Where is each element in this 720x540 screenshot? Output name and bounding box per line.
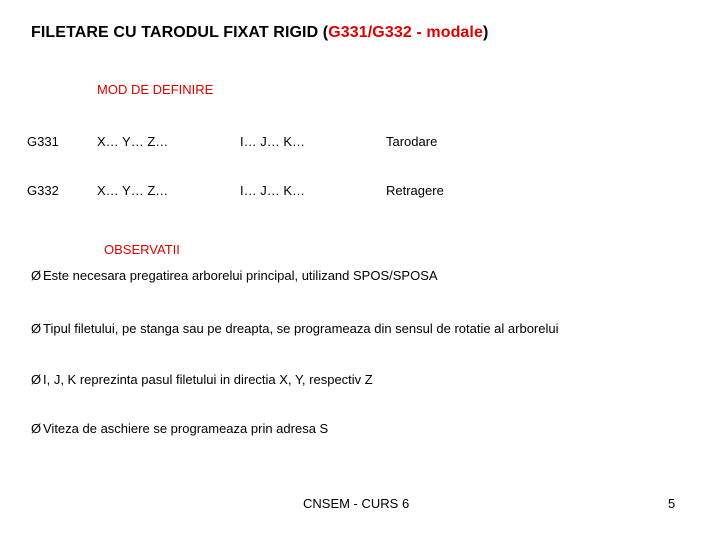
observation-item: [31, 372, 373, 387]
observation-item: [31, 321, 559, 336]
observation-text: I, J, K reprezinta pasul filetului in directia X, Y, respectiv Z: [43, 372, 373, 387]
observation-text: Tipul filetului, pe stanga sau pe dreapta, se programeaza din sensul de rotatie al arborelui: [43, 321, 559, 336]
footer-text: CNSEM - CURS 6: [303, 496, 410, 511]
row-1-xyz: X… Y… Z…: [97, 134, 169, 149]
observation-item: [31, 421, 328, 436]
row-2-ijk: I… J… K…: [240, 183, 306, 198]
title-suffix: ): [482, 24, 489, 41]
page-title: [31, 24, 488, 42]
observation-text: Este necesara pregatirea arborelui principal, utilizand SPOS/SPOSA: [43, 268, 438, 283]
row-1-ijk: I… J… K…: [240, 134, 306, 149]
row-2-xyz: X… Y… Z…: [97, 183, 169, 198]
arrow-bullet-icon: Ø: [31, 268, 42, 283]
arrow-bullet-icon: Ø: [31, 321, 42, 336]
row-1-action: Tarodare: [386, 134, 438, 149]
arrow-bullet-icon: Ø: [31, 421, 42, 436]
mode-label: MOD DE DEFINIRE: [97, 82, 214, 97]
row-1-code: G331: [27, 134, 59, 149]
observation-text: Viteza de aschiere se programeaza prin adresa S: [43, 421, 329, 436]
arrow-bullet-icon: Ø: [31, 372, 42, 387]
row-2-code: G332: [27, 183, 59, 198]
row-2-action: Retragere: [386, 183, 444, 198]
page-number: 5: [668, 496, 676, 511]
observation-item: [31, 268, 438, 283]
title-highlight: G331/G332 - modale: [328, 24, 483, 41]
title-prefix: FILETARE CU TARODUL FIXAT RIGID (: [31, 24, 329, 41]
observations-label: OBSERVATII: [104, 242, 180, 257]
